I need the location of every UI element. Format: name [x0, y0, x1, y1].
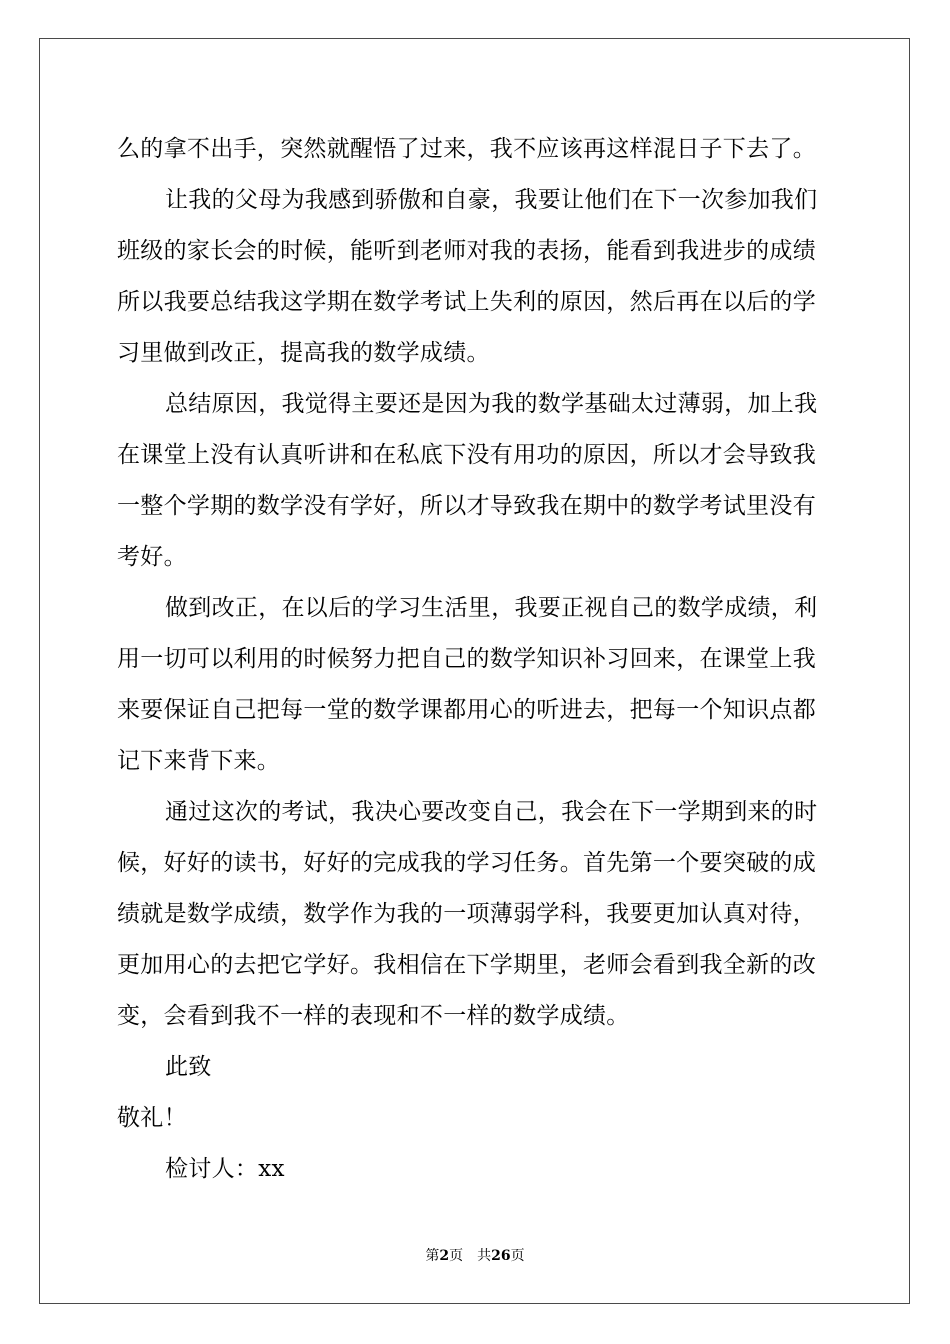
total-suffix: 页	[510, 1248, 525, 1264]
paragraph-start: 总结原因，我觉得主要还是因为我的数学基础太过薄弱，加上我	[165, 391, 818, 417]
page-number: 2	[439, 1248, 450, 1264]
page-footer	[0, 1245, 950, 1265]
paragraph-start: 让我的父母为我感到骄傲和自豪，我要让他们在下一次参加我们	[165, 187, 818, 213]
paragraph-start: 通过这次的考试，我决心要改变自己，我会在下一学期到来的时	[165, 799, 818, 825]
text-line: 一整个学期的数学没有学好，所以才导致我在期中的数学考试里没有	[117, 493, 816, 519]
page-prefix: 第	[425, 1248, 440, 1264]
closing-salutation: 此致	[165, 1054, 212, 1080]
text-line: 考好。	[117, 544, 187, 570]
closing-regards: 敬礼！	[117, 1105, 187, 1131]
signature-line: 检讨人：xx	[165, 1156, 285, 1182]
text-line: 么的拿不出手，突然就醒悟了过来，我不应该再这样混日子下去了。	[117, 136, 816, 162]
text-line: 习里做到改正，提高我的数学成绩。	[117, 340, 490, 366]
total-prefix: 共	[477, 1248, 492, 1264]
document-body	[117, 124, 833, 1195]
text-line: 所以我要总结我这学期在数学考试上失利的原因，然后再在以后的学	[117, 289, 816, 315]
total-pages: 26	[491, 1248, 511, 1264]
text-line: 班级的家长会的时候，能听到老师对我的表扬，能看到我进步的成绩	[117, 238, 816, 264]
text-line: 来要保证自己把每一堂的数学课都用心的听进去，把每一个知识点都	[117, 697, 816, 723]
text-line: 候，好好的读书，好好的完成我的学习任务。首先第一个要突破的成	[117, 850, 816, 876]
page-suffix: 页	[449, 1248, 464, 1264]
text-line: 在课堂上没有认真听讲和在私底下没有用功的原因，所以才会导致我	[117, 442, 816, 468]
text-line: 记下来背下来。	[117, 748, 281, 774]
paragraph-start: 做到改正，在以后的学习生活里，我要正视自己的数学成绩，利	[165, 595, 818, 621]
text-line: 变，会看到我不一样的表现和不一样的数学成绩。	[117, 1003, 630, 1029]
text-line: 绩就是数学成绩，数学作为我的一项薄弱学科，我要更加认真对待，	[117, 901, 816, 927]
text-line: 用一切可以利用的时候努力把自己的数学知识补习回来，在课堂上我	[117, 646, 816, 672]
text-line: 更加用心的去把它学好。我相信在下学期里，老师会看到我全新的改	[117, 952, 816, 978]
